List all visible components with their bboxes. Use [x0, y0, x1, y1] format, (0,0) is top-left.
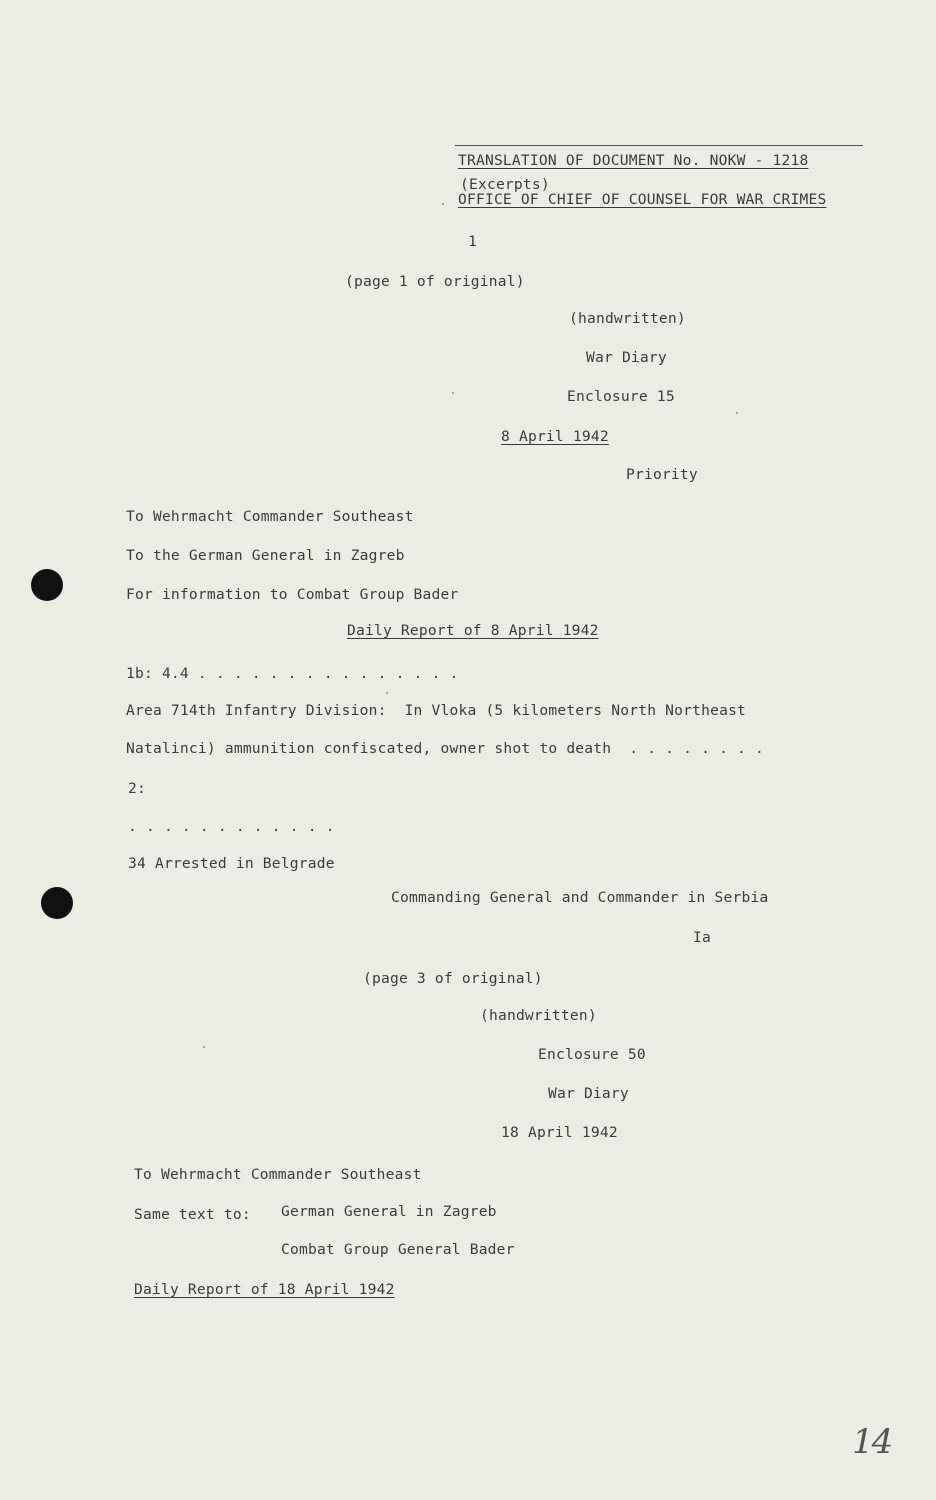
recipient-1: To Wehrmacht Commander Southeast — [126, 508, 414, 525]
war-diary-2: War Diary — [548, 1085, 629, 1102]
report-title-1: Daily Report of 8 April 1942 — [347, 622, 599, 639]
enclosure-2: Enclosure 50 — [538, 1046, 646, 1063]
paper-speck — [736, 412, 738, 414]
info-recipient: For information to Combat Group Bader — [126, 586, 459, 603]
header-title: TRANSLATION OF DOCUMENT No. NOKW - 1218 — [458, 152, 809, 169]
arrested-line: 34 Arrested in Belgrade — [128, 855, 335, 872]
paper-speck — [442, 203, 444, 205]
punch-hole-bottom — [41, 887, 73, 919]
handwritten-note-2: (handwritten) — [480, 1007, 597, 1024]
report-date-1: 8 April 1942 — [501, 428, 609, 445]
handwritten-folio-number: 14 — [852, 1422, 892, 1462]
item-2: 2: — [128, 780, 146, 797]
priority-label: Priority — [626, 466, 698, 483]
report-title-2: Daily Report of 18 April 1942 — [134, 1281, 395, 1298]
paper-speck — [452, 392, 454, 394]
paper-speck — [203, 1046, 205, 1048]
header-excerpts: (Excerpts) — [460, 176, 550, 193]
same-text-recipient-2: Combat Group General Bader — [281, 1241, 515, 1258]
report-date-2: 18 April 1942 — [501, 1124, 618, 1141]
recipient-2: To the German General in Zagreb — [126, 547, 405, 564]
area-line-1: Area 714th Infantry Division: In Vloka (5 kilometers North Northeast — [126, 702, 747, 719]
item-1b: 1b: 4.4 . . . . . . . . . . . . . . . — [126, 665, 459, 682]
signature-line: Commanding General and Commander in Serbia — [391, 889, 769, 906]
handwritten-note-1: (handwritten) — [569, 310, 686, 327]
ellipsis-row: . . . . . . . . . . . . — [128, 818, 335, 835]
punch-hole-top — [31, 569, 63, 601]
war-diary-1: War Diary — [586, 349, 667, 366]
area-line-2: Natalinci) ammunition confiscated, owner shot to death . . . . . . . . — [126, 740, 765, 757]
recipient-3: To Wehrmacht Commander Southeast — [134, 1166, 422, 1183]
paper-speck — [386, 692, 388, 694]
page-note-2: (page 3 of original) — [363, 970, 543, 987]
enclosure-1: Enclosure 15 — [567, 388, 675, 405]
header-rule — [455, 145, 863, 146]
same-text-label: Same text to: — [134, 1206, 251, 1223]
header-office: OFFICE OF CHIEF OF COUNSEL FOR WAR CRIMES — [458, 191, 827, 208]
signature-ia: Ia — [693, 929, 711, 946]
page-marker: 1 — [468, 233, 477, 250]
page-note-1: (page 1 of original) — [345, 273, 525, 290]
same-text-recipient-1: German General in Zagreb — [281, 1203, 497, 1220]
